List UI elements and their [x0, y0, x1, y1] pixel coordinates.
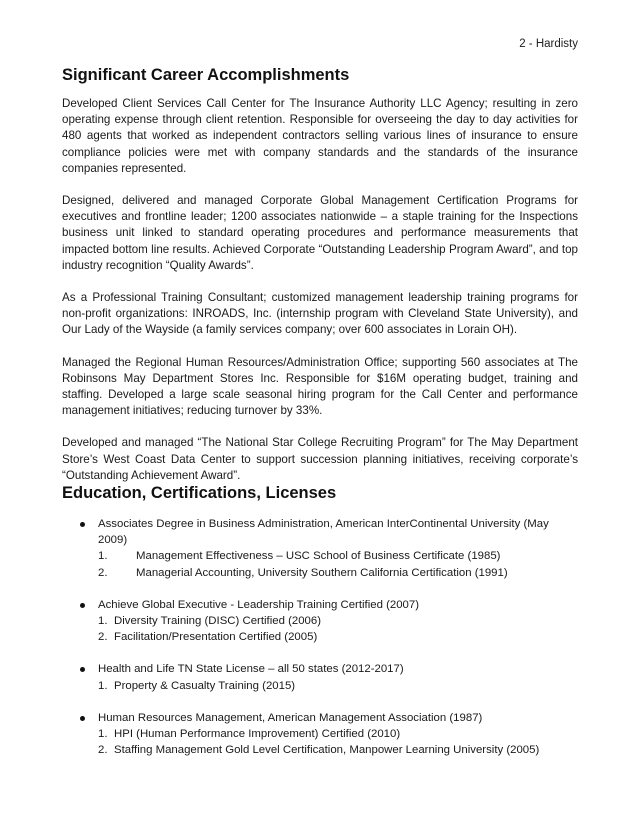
sub-item-number: 1. [98, 728, 108, 741]
sub-list [98, 726, 578, 758]
bullet-icon [80, 522, 85, 527]
sub-item-text: Facilitation/Presentation Certified (2005) [114, 631, 318, 644]
page-number-header: 2 - Hardisty [519, 38, 578, 50]
education-item [78, 661, 578, 693]
sub-item-number: 2. [98, 631, 108, 644]
sub-item-number: 1. [98, 615, 108, 628]
sub-item-number: 2. [98, 744, 108, 757]
sub-item [98, 742, 578, 758]
sub-item-text: Staffing Management Gold Level Certification, Manpower Learning University (2005) [114, 744, 540, 757]
education-list [78, 516, 578, 774]
education-item-text: Human Resources Management, American Management Association (1987) [98, 711, 483, 724]
education-item-text: Achieve Global Executive - Leadership Training Certified (2007) [98, 598, 420, 611]
bullet-icon [80, 667, 85, 672]
sub-item-text: Property & Casualty Training (2015) [114, 679, 296, 692]
sub-item-text: Diversity Training (DISC) Certified (2006) [114, 615, 321, 628]
education-heading: Education, Certifications, Licenses [62, 484, 337, 502]
accomplishments-section [62, 96, 578, 500]
bullet-icon [80, 603, 85, 608]
sub-item [98, 678, 578, 694]
sub-item-text: Managerial Accounting, University Southern California Certification (1991) [136, 566, 508, 579]
sub-item [98, 548, 578, 564]
sub-item-text: Management Effectiveness – USC School of Business Certificate (1985) [136, 550, 501, 563]
sub-item-number: 2. [98, 566, 108, 579]
sub-item-number: 1. [98, 550, 108, 563]
accomplishment-paragraph: Developed Client Services Call Center for The Insurance Authority LLC Agency; resulting in zero operating expense through client retention. Responsible for overseeing the day to day activities for 480 agents that worked as independent contractors selling various lines of insurance to ensure compliance policies were met with company standards and the standards of the insurance companies represented. [62, 97, 578, 175]
accomplishment-paragraph: Designed, delivered and managed Corporate Global Management Certification Programs for executives and frontline leader; 1200 associates nationwide – a staple training for the Inspections business unit linked to standard operating procedures and performance measurements that impacted bottom line results. Achieved Corporate “Outstanding Leadership Program Award”, and top industry recognition “Quality Awards”. [62, 194, 578, 272]
sub-list [98, 678, 578, 694]
sub-item [98, 565, 578, 581]
education-item [78, 710, 578, 759]
sub-item-text: HPI (Human Performance Improvement) Certified (2010) [114, 728, 401, 741]
education-item [78, 516, 578, 581]
accomplishment-paragraph: Developed and managed “The National Star College Recruiting Program” for The May Department Store’s West Coast Data Center to support succession planning initiatives, receiving corporate’s “Outstanding Achievement Award”. [62, 436, 578, 482]
accomplishment-paragraph: Managed the Regional Human Resources/Administration Office; supporting 560 associates at The Robinsons May Department Stores Inc. Responsible for $16M operating budget, training and staffing. Developed a large scale seasonal hiring program for the Call Center and performance management initiatives; reducing turnover by 33%. [62, 355, 578, 418]
bullet-icon [80, 716, 85, 721]
education-item-text: Health and Life TN State License – all 50 states (2012-2017) [98, 663, 404, 676]
sub-item-number: 1. [98, 679, 108, 692]
sub-item [98, 613, 578, 629]
sub-item [98, 629, 578, 645]
sub-list [98, 548, 578, 580]
sub-item [98, 726, 578, 742]
sub-list [98, 613, 578, 645]
education-item-text: Associates Degree in Business Administration, American InterContinental University (May 2009) [98, 518, 549, 547]
education-item [78, 597, 578, 646]
accomplishments-heading: Significant Career Accomplishments [62, 66, 350, 84]
accomplishment-paragraph: As a Professional Training Consultant; customized management leadership training programs for non-profit organizations: INROADS, Inc. (internship program with Cleveland State University), and Our Lady of the Wayside (a family services company; over 600 associates in Lorain OH). [62, 291, 578, 337]
